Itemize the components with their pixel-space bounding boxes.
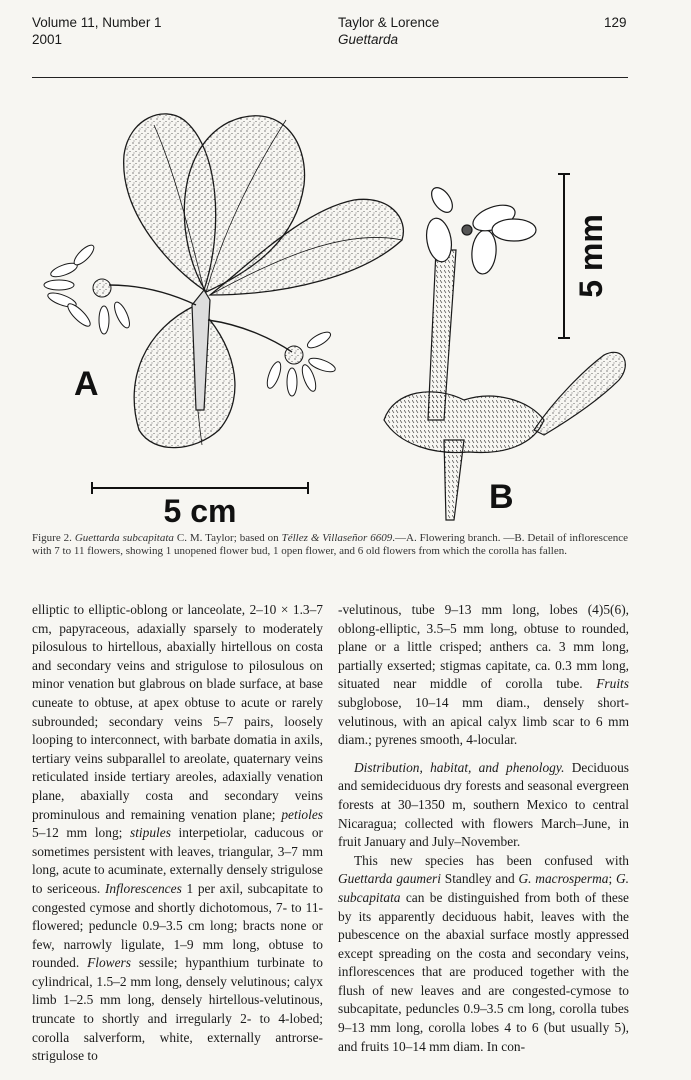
distribution-text: Deciduous and semideciduous dry forests and seasonal evergreen forests at 30–1350 m, southern Mexico to central Nicaragua; collected with flowers March–June, in fruit January and July–November. xyxy=(338,759,629,850)
peduncle xyxy=(444,440,464,520)
journal-volume: Volume 11, Number 1 xyxy=(32,15,162,30)
genus: Guettarda xyxy=(338,32,399,47)
botanical-illustration xyxy=(24,100,644,532)
header-rule xyxy=(32,77,628,78)
term-fruits: Fruits xyxy=(596,676,629,692)
comparison-text-1: This new species has been confused with xyxy=(354,852,629,868)
stipule-description: interpetiolar, caducous or sometimes persistent with leaves, triangular, 3–7 mm long, acute to acuminate, externally densely strigulose to sericeous. xyxy=(32,825,323,896)
comparison-text-2: Standley and xyxy=(444,871,515,887)
caption-species: Guettarda subcapitata xyxy=(74,532,174,544)
label-b: B xyxy=(489,478,514,516)
open-flower xyxy=(423,184,536,275)
caption-text: .—A. Flowering branch. —B. Detail of inflorescence with 7 to 11 flowers, showing 1 unopened flower bud, 1 open flower, and 6 old flowers from which the corolla has fallen. xyxy=(32,532,628,558)
corolla-description: -velutinous, tube 9–13 mm long, lobes (4)5(6), oblong-elliptic, 3.5–5 mm long, obtuse to rounded, plane or a little crisped; anthers ca. 3 mm long, partially exserted; stigmas capitate, ca. 0.3 mm long, situated near middle of corolla tube. xyxy=(338,602,629,692)
label-a: A xyxy=(74,365,99,403)
inflorescence-description: 1 per axil, subcapitate to congested cymose and shortly dichotomous, 7- to 11-flowered; peduncle 0.9–3.5 cm long; bracts none or few, narrowly ligulate, 1–9 mm long, obtuse to rounded. xyxy=(32,880,323,971)
scale-bar-5mm xyxy=(558,174,570,338)
term-inflorescences: Inflorescences xyxy=(104,880,182,896)
caption-collectors: Téllez & Villaseñor 6609 xyxy=(281,532,393,544)
comparison-punct: ; xyxy=(608,871,613,887)
description-paragraph xyxy=(32,601,323,1066)
scale-label-5cm: 5 cm xyxy=(163,493,237,529)
flower-cluster-right xyxy=(265,329,337,396)
species-gaumeri: Guettarda gaumeri xyxy=(338,871,441,887)
term-flowers: Flowers xyxy=(87,955,131,971)
scale-label-5mm: 5 mm xyxy=(573,214,609,298)
term-petioles: petioles xyxy=(281,806,323,822)
distribution-heading: Distribution, habitat, and phenology. xyxy=(354,759,565,775)
term-stipules: stipules xyxy=(130,825,171,841)
journal-year: 2001 xyxy=(32,32,63,47)
caption-authority: C. M. Taylor; based on xyxy=(176,532,279,544)
leaf-description: elliptic to elliptic-oblong or lanceolate, 2–10 × 1.3–7 cm, papyraceous, adaxially sparsely to moderately pilosulous to hirtellous, abaxially hirtellous on costa and secondary veins and strigulose to pilosulous on minor venation but glabrous on blade surface, at base cuneate to obtuse, at apex obtuse to acute or rarely subrounded; secondary veins 5–7 pairs, loosely looping to interconnect, with barbate domatia in axils, tertiary veins subparallel to areolate, quaternary veins reticulated inside tertiary areoles, adaxially venation plane, abaxially costa and secondary veins prominulous and remaining venation plane; xyxy=(32,602,323,822)
running-head-journal xyxy=(32,14,162,48)
leaf-lower xyxy=(134,305,235,448)
description-continued xyxy=(338,601,629,750)
flower-description: sessile; hypanthium turbinate to cylindrical, 1.5–2 mm long, densely velutinous; calyx limb 1–2.5 mm long, densely hirtellous-velutinous, truncate to shortly and irregularly 2- to 4-lobed; corolla salverform, white, externally antrorse-strigulose to xyxy=(32,955,323,1064)
running-head-authors xyxy=(338,14,439,48)
figure-caption xyxy=(32,532,628,559)
distribution-paragraph xyxy=(338,759,629,852)
flower-cluster-left xyxy=(44,242,132,334)
petiole-description: 5–12 mm long; xyxy=(32,825,123,841)
caption-label: Figure 2. xyxy=(32,532,72,544)
fruit-description: subglobose, 10–14 mm diam., densely short-velutinous, with an apical calyx limb scar to 6 mm diam.; pyrenes smooth, 4-locular. xyxy=(338,694,629,748)
authors: Taylor & Lorence xyxy=(338,15,440,30)
page-number: 129 xyxy=(604,15,627,30)
comparison-paragraph xyxy=(338,852,629,1057)
species-subcapitata: G. subcapitata xyxy=(338,871,629,905)
species-macrosperma: G. macrosperma xyxy=(518,871,609,887)
text-column-left xyxy=(32,601,323,1066)
unopened-bud xyxy=(534,352,625,435)
comparison-text-3: can be distinguished from both of these by its apparently deciduous habit, leaves with the pubescence on the abaxial surface mostly appressed except spreading on the costa and secondary veins, inflorescences that are produced together with the flush of new leaves and are congested-cymose to subcapitate, peduncles 0.9–3.5 cm long, corolla tubes 9–13 mm long, corolla lobes 4 to 6 (but usually 5), and fruits 10–14 mm diam. In con- xyxy=(338,889,629,1054)
text-column-right xyxy=(338,601,629,1056)
